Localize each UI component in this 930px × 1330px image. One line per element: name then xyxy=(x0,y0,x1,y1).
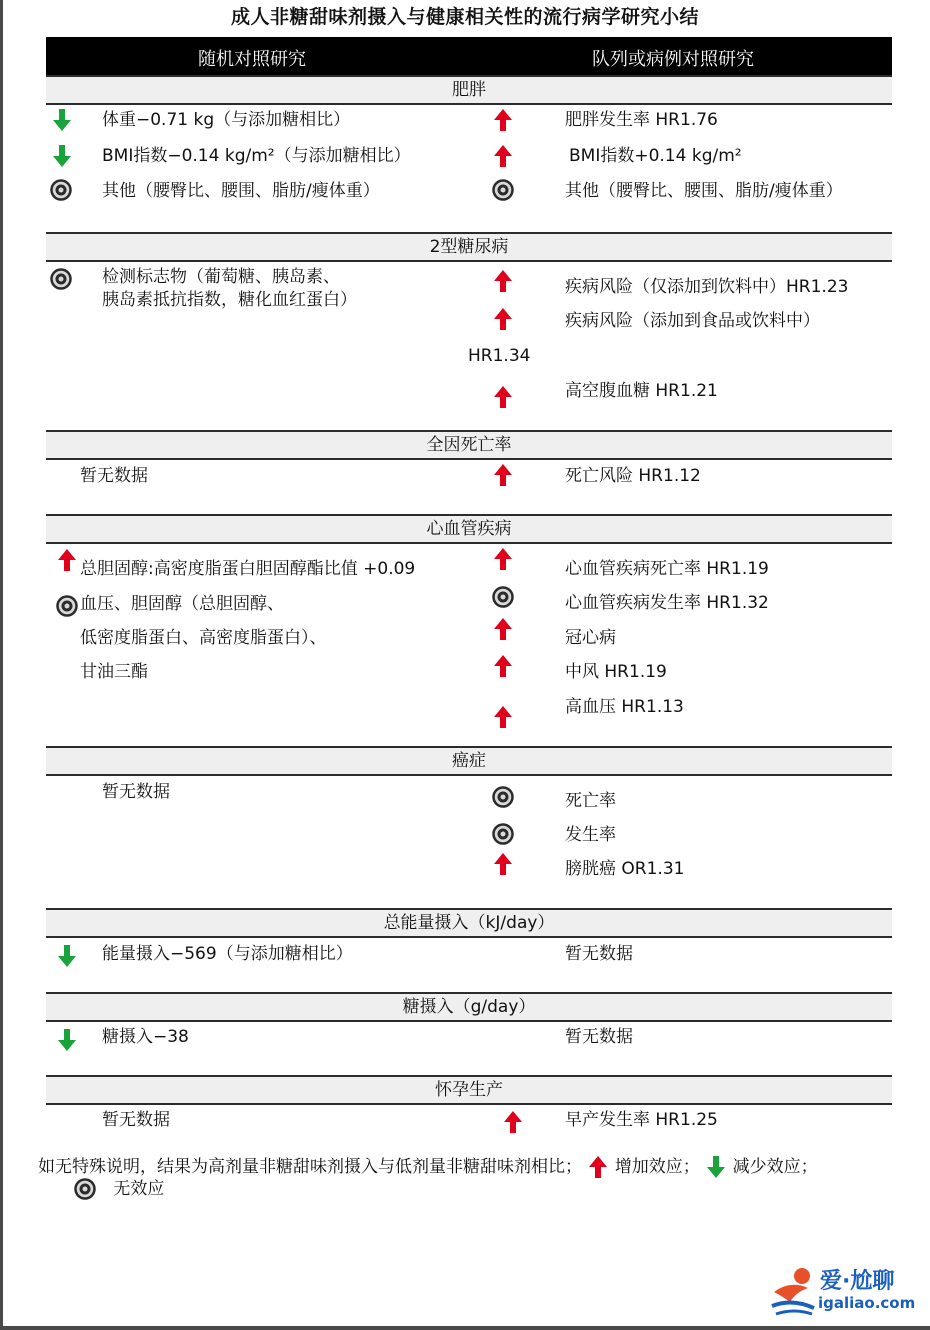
left-border xyxy=(0,0,3,1330)
section-heading-mortality: 全因死亡率 xyxy=(46,430,892,460)
section-heading-obesity: 肥胖 xyxy=(46,75,892,105)
legend-no-effect: 无效应 xyxy=(113,1179,165,1199)
section-heading-cancer: 癌症 xyxy=(46,746,892,776)
bottom-border xyxy=(0,1326,930,1330)
logo-figure-icon xyxy=(768,1262,818,1318)
arrow-down-icon xyxy=(705,1154,727,1180)
cvd-cohort-incidence: 心血管疾病发生率 HR1.32 xyxy=(565,593,769,613)
arrow-up-icon xyxy=(587,1154,609,1180)
no-effect-icon xyxy=(492,179,514,201)
no-effect-icon xyxy=(50,268,72,290)
obesity-cohort-incidence: 肥胖发生率 HR1.76 xyxy=(565,110,718,130)
arrow-up-icon xyxy=(56,547,78,573)
cancer-cohort-incidence: 发生率 xyxy=(565,825,616,845)
cvd-cohort-stroke: 中风 HR1.19 xyxy=(565,662,667,682)
no-effect-icon xyxy=(492,586,514,608)
cvd-cohort-death: 心血管疾病死亡率 HR1.19 xyxy=(565,559,769,579)
logo-url: igaliao.com xyxy=(818,1294,916,1312)
cancer-rct-no-data: 暂无数据 xyxy=(102,782,170,802)
cvd-rct-bp-line2: 低密度脂蛋白、高密度脂蛋白）、 xyxy=(80,628,327,648)
legend-increase: 增加效应； xyxy=(614,1157,700,1177)
section-heading-sugar: 糖摄入（g/day） xyxy=(46,992,892,1022)
site-logo xyxy=(768,1262,928,1322)
arrow-up-icon xyxy=(492,704,514,730)
no-effect-icon xyxy=(50,179,72,201)
cvd-rct-cholesterol-ratio: 总胆固醇:高密度脂蛋白胆固醇酯比值 +0.09 xyxy=(80,559,416,579)
pregnancy-rct-no-data: 暂无数据 xyxy=(102,1110,170,1130)
legend-row-2 xyxy=(74,1174,164,1200)
arrow-up-icon xyxy=(492,143,514,169)
column-header-bar xyxy=(46,37,892,75)
logo-name: 爱·尬聊 xyxy=(820,1269,895,1294)
arrow-up-icon xyxy=(492,546,514,572)
pregnancy-cohort-preterm: 早产发生率 HR1.25 xyxy=(565,1110,718,1130)
column-header-cohort: 队列或病例对照研究 xyxy=(592,49,754,70)
arrow-down-icon xyxy=(56,1027,78,1053)
diabetes-rct-markers-line1: 检测标志物（葡萄糖、胰岛素、 xyxy=(102,267,340,287)
sugar-cohort-no-data: 暂无数据 xyxy=(565,1027,633,1047)
diabetes-cohort-risk-beverage: 疾病风险（仅添加到饮料中）HR1.23 xyxy=(565,277,849,297)
arrow-up-icon xyxy=(502,1109,524,1135)
section-heading-diabetes: 2型糖尿病 xyxy=(46,232,892,262)
diabetes-cohort-fasting-glucose: 高空腹血糖 HR1.21 xyxy=(565,381,718,401)
arrow-up-icon xyxy=(492,653,514,679)
arrow-up-icon xyxy=(492,268,514,294)
obesity-rct-other: 其他（腰臀比、腰围、脂肪/瘦体重） xyxy=(102,181,380,201)
arrow-up-icon xyxy=(492,462,514,488)
arrow-up-icon xyxy=(492,851,514,877)
no-effect-icon xyxy=(492,823,514,845)
legend-note: 如无特殊说明，结果为高剂量非糖甜味剂摄入与低剂量非糖甜味剂相比； xyxy=(38,1157,582,1177)
cancer-cohort-bladder: 膀胱癌 OR1.31 xyxy=(565,859,685,879)
legend-decrease: 减少效应； xyxy=(732,1157,818,1177)
section-heading-energy: 总能量摄入（kJ/day） xyxy=(46,908,892,938)
sugar-rct-intake: 糖摄入−38 xyxy=(102,1027,189,1047)
diabetes-cohort-risk-food-hr: HR1.34 xyxy=(468,346,531,366)
section-heading-cvd: 心血管疾病 xyxy=(46,514,892,544)
arrow-up-icon xyxy=(492,616,514,642)
mortality-rct-no-data: 暂无数据 xyxy=(80,466,148,486)
arrow-up-icon xyxy=(492,384,514,410)
cvd-cohort-chd: 冠心病 xyxy=(565,628,616,648)
section-heading-pregnancy: 怀孕生产 xyxy=(46,1075,892,1105)
obesity-rct-weight: 体重−0.71 kg（与添加糖相比） xyxy=(102,110,351,130)
cvd-rct-bp-line3: 甘油三酯 xyxy=(80,662,148,682)
arrow-down-icon xyxy=(51,107,73,133)
no-effect-icon xyxy=(492,786,514,808)
arrow-up-icon xyxy=(492,107,514,133)
obesity-cohort-bmi: BMI指数+0.14 kg/m² xyxy=(569,146,742,166)
no-effect-icon xyxy=(74,1178,96,1200)
column-header-rct: 随机对照研究 xyxy=(198,49,306,70)
no-effect-icon xyxy=(56,595,78,617)
arrow-down-icon xyxy=(51,143,73,169)
energy-rct-intake: 能量摄入−569（与添加糖相比） xyxy=(102,944,353,964)
obesity-cohort-other: 其他（腰臀比、腰围、脂肪/瘦体重） xyxy=(565,181,843,201)
energy-cohort-no-data: 暂无数据 xyxy=(565,944,633,964)
cvd-rct-bp-line1: 血压、胆固醇（总胆固醇、 xyxy=(80,594,284,614)
cvd-cohort-hypertension: 高血压 HR1.13 xyxy=(565,697,684,717)
diabetes-cohort-risk-food: 疾病风险（添加到食品或饮料中） xyxy=(565,311,820,331)
arrow-up-icon xyxy=(492,306,514,332)
mortality-cohort-risk: 死亡风险 HR1.12 xyxy=(565,466,701,486)
arrow-down-icon xyxy=(56,943,78,969)
cancer-cohort-mortality: 死亡率 xyxy=(565,791,616,811)
diabetes-rct-markers-line2: 胰岛素抵抗指数，糖化血红蛋白） xyxy=(102,290,357,310)
obesity-rct-bmi: BMI指数−0.14 kg/m²（与添加糖相比） xyxy=(102,146,411,166)
page-title: 成人非糖甜味剂摄入与健康相关性的流行病学研究小结 xyxy=(230,6,699,28)
